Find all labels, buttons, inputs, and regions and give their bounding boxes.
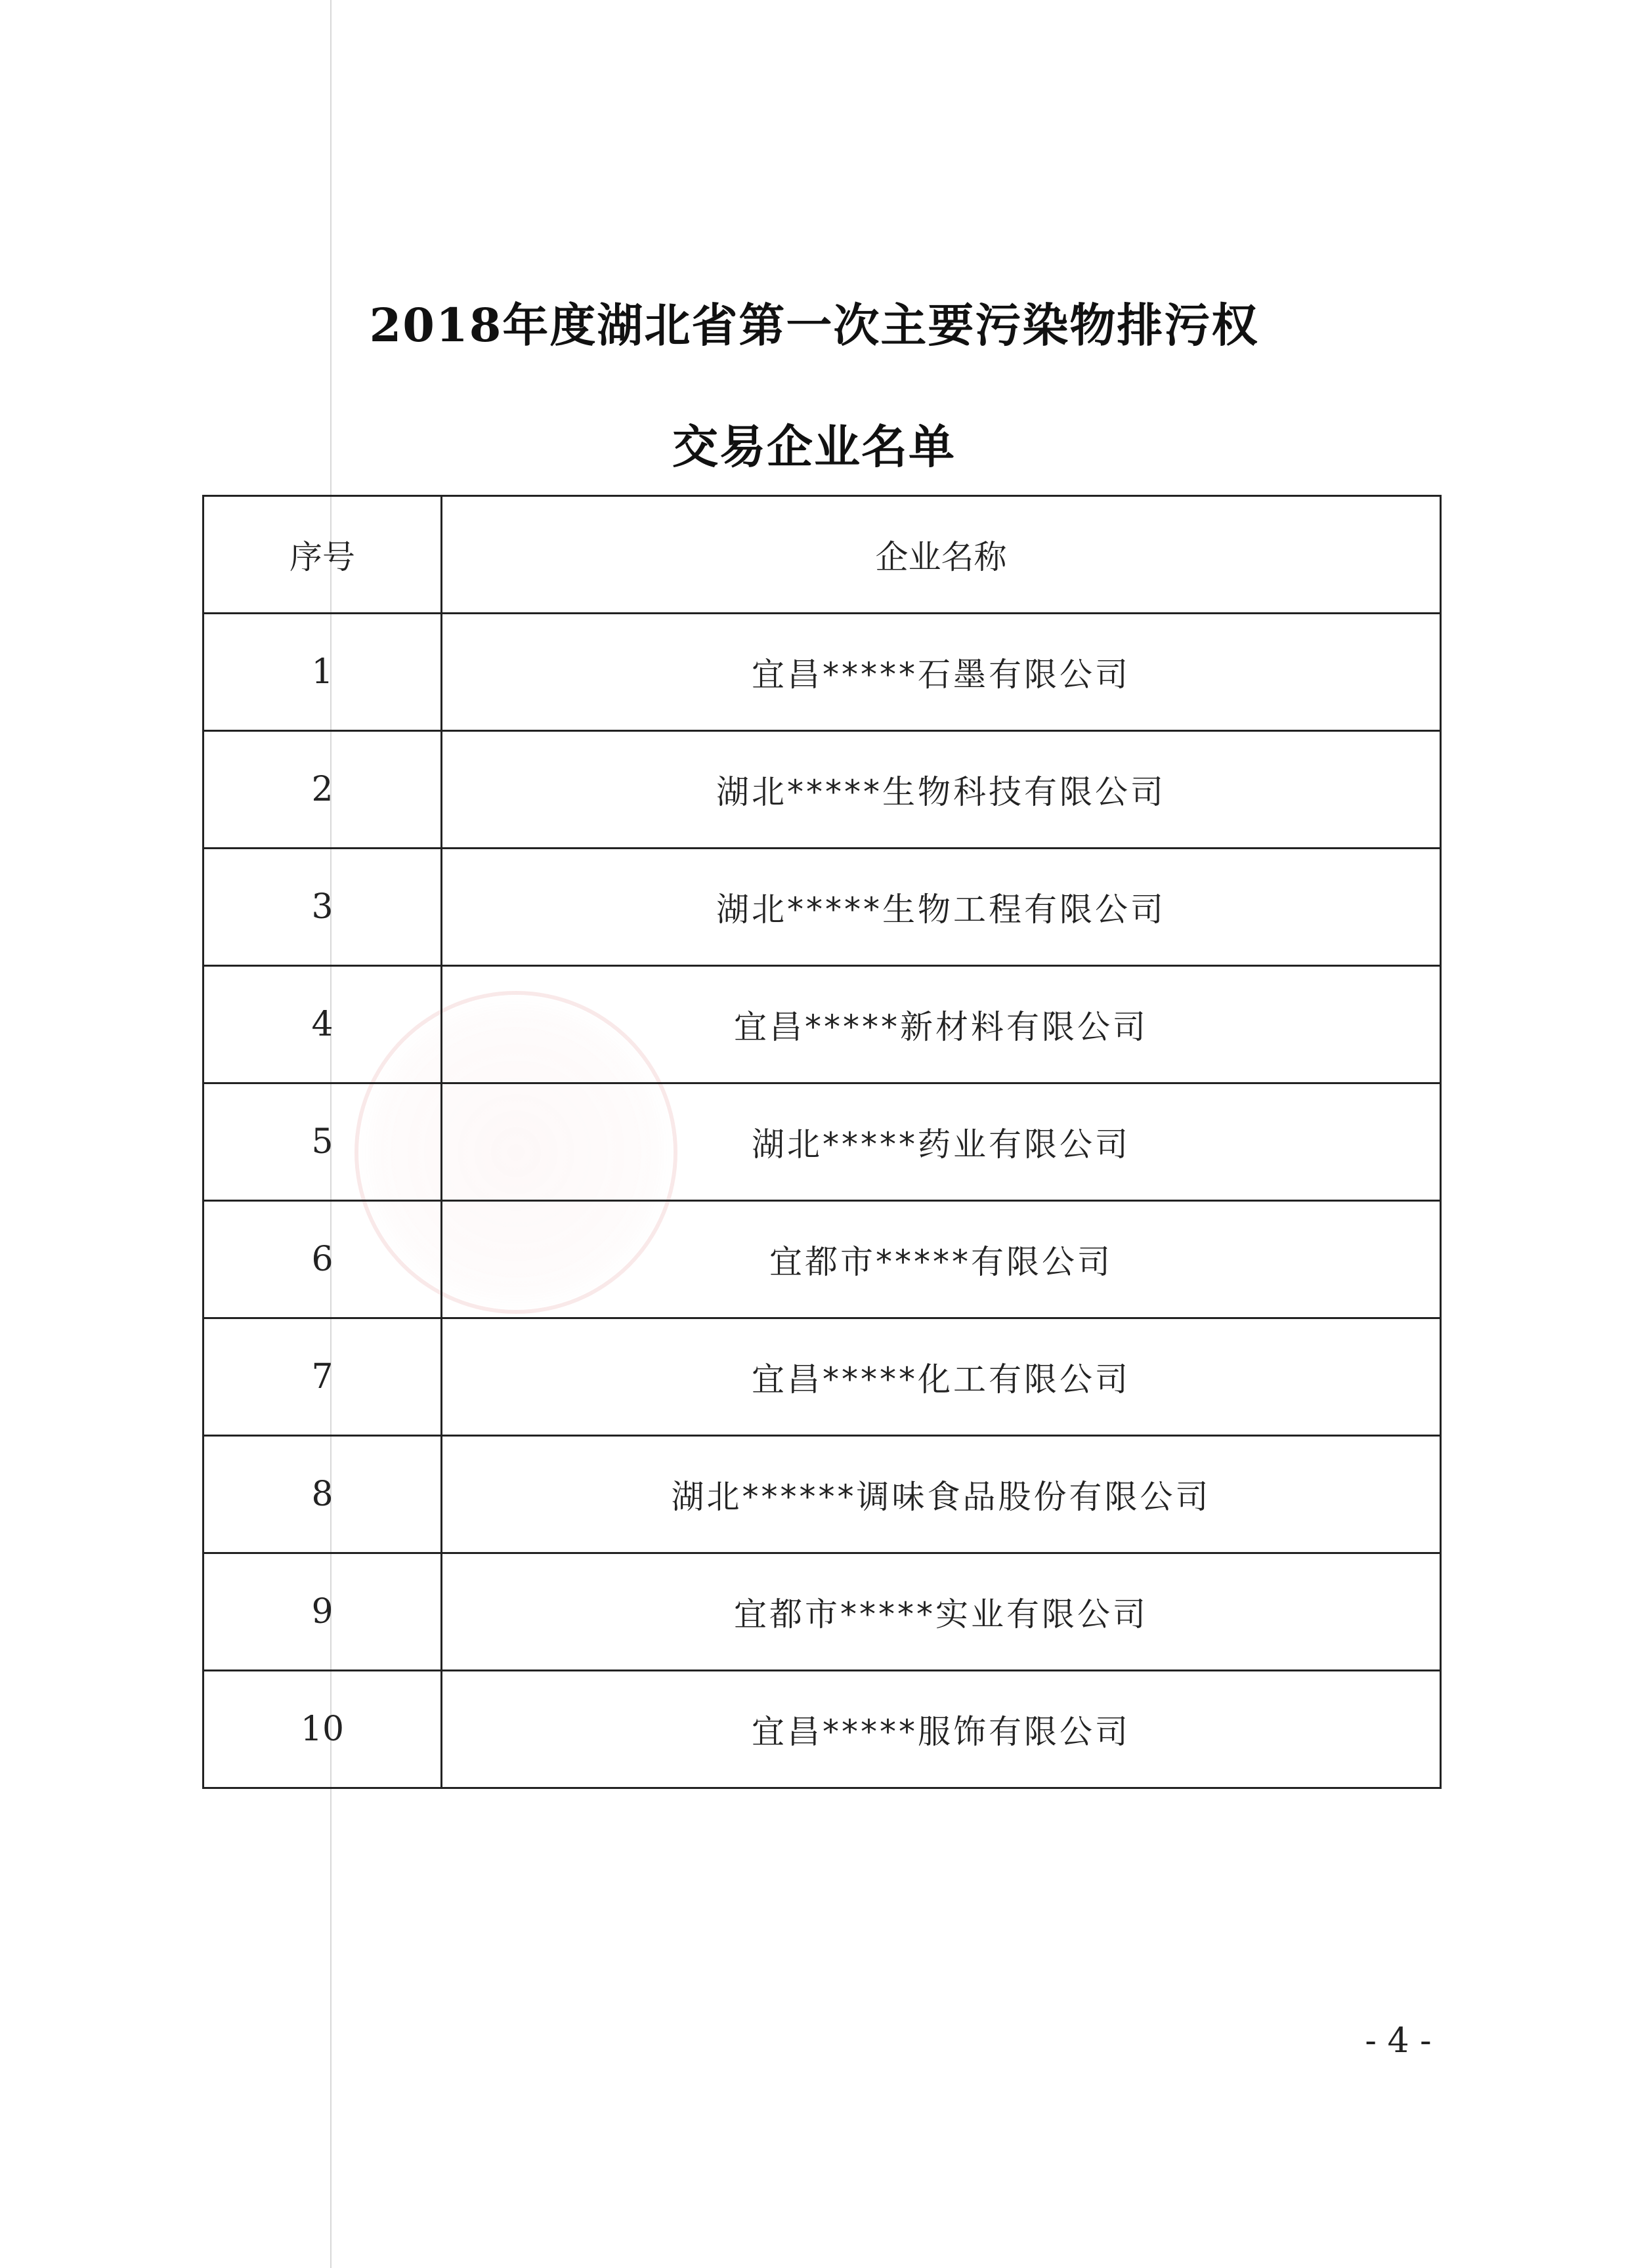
row-serial-number: 9: [204, 1553, 442, 1671]
table-row: [204, 966, 1441, 1083]
document-title-line-1: 2018年度湖北省第一次主要污染物排污权: [369, 298, 1259, 352]
row-enterprise-name: 宜都市*****有限公司: [442, 1201, 1441, 1318]
header-enterprise-name: 企业名称: [442, 496, 1441, 614]
document-title-line-2: 交易企业名单: [672, 419, 956, 474]
table-row: [204, 849, 1441, 966]
header-serial-number: 序号: [204, 496, 442, 614]
table-row: [204, 1553, 1441, 1671]
row-enterprise-name: 宜昌*****石墨有限公司: [442, 614, 1441, 731]
row-serial-number: 10: [204, 1671, 442, 1788]
table-row: [204, 1436, 1441, 1553]
table-row: [204, 1318, 1441, 1436]
table-row: [204, 1671, 1441, 1788]
row-serial-number: 4: [204, 966, 442, 1083]
table-row: [204, 1201, 1441, 1318]
row-serial-number: 2: [204, 731, 442, 849]
row-serial-number: 3: [204, 849, 442, 966]
row-enterprise-name: 宜昌*****服饰有限公司: [442, 1671, 1441, 1788]
table-header-row: [204, 496, 1441, 614]
row-enterprise-name: 宜都市*****实业有限公司: [442, 1553, 1441, 1671]
row-enterprise-name: 宜昌*****化工有限公司: [442, 1318, 1441, 1436]
row-enterprise-name: 宜昌*****新材料有限公司: [442, 966, 1441, 1083]
table-row: [204, 1083, 1441, 1201]
row-serial-number: 7: [204, 1318, 442, 1436]
row-enterprise-name: 湖北******调味食品股份有限公司: [442, 1436, 1441, 1553]
enterprise-list-table: [202, 495, 1442, 1789]
table-row: [204, 614, 1441, 731]
row-serial-number: 5: [204, 1083, 442, 1201]
row-enterprise-name: 湖北*****生物工程有限公司: [442, 849, 1441, 966]
row-enterprise-name: 湖北*****药业有限公司: [442, 1083, 1441, 1201]
page-number: - 4 -: [1365, 2021, 1432, 2061]
row-serial-number: 6: [204, 1201, 442, 1318]
row-serial-number: 1: [204, 614, 442, 731]
row-enterprise-name: 湖北*****生物科技有限公司: [442, 731, 1441, 849]
row-serial-number: 8: [204, 1436, 442, 1553]
table-row: [204, 731, 1441, 849]
